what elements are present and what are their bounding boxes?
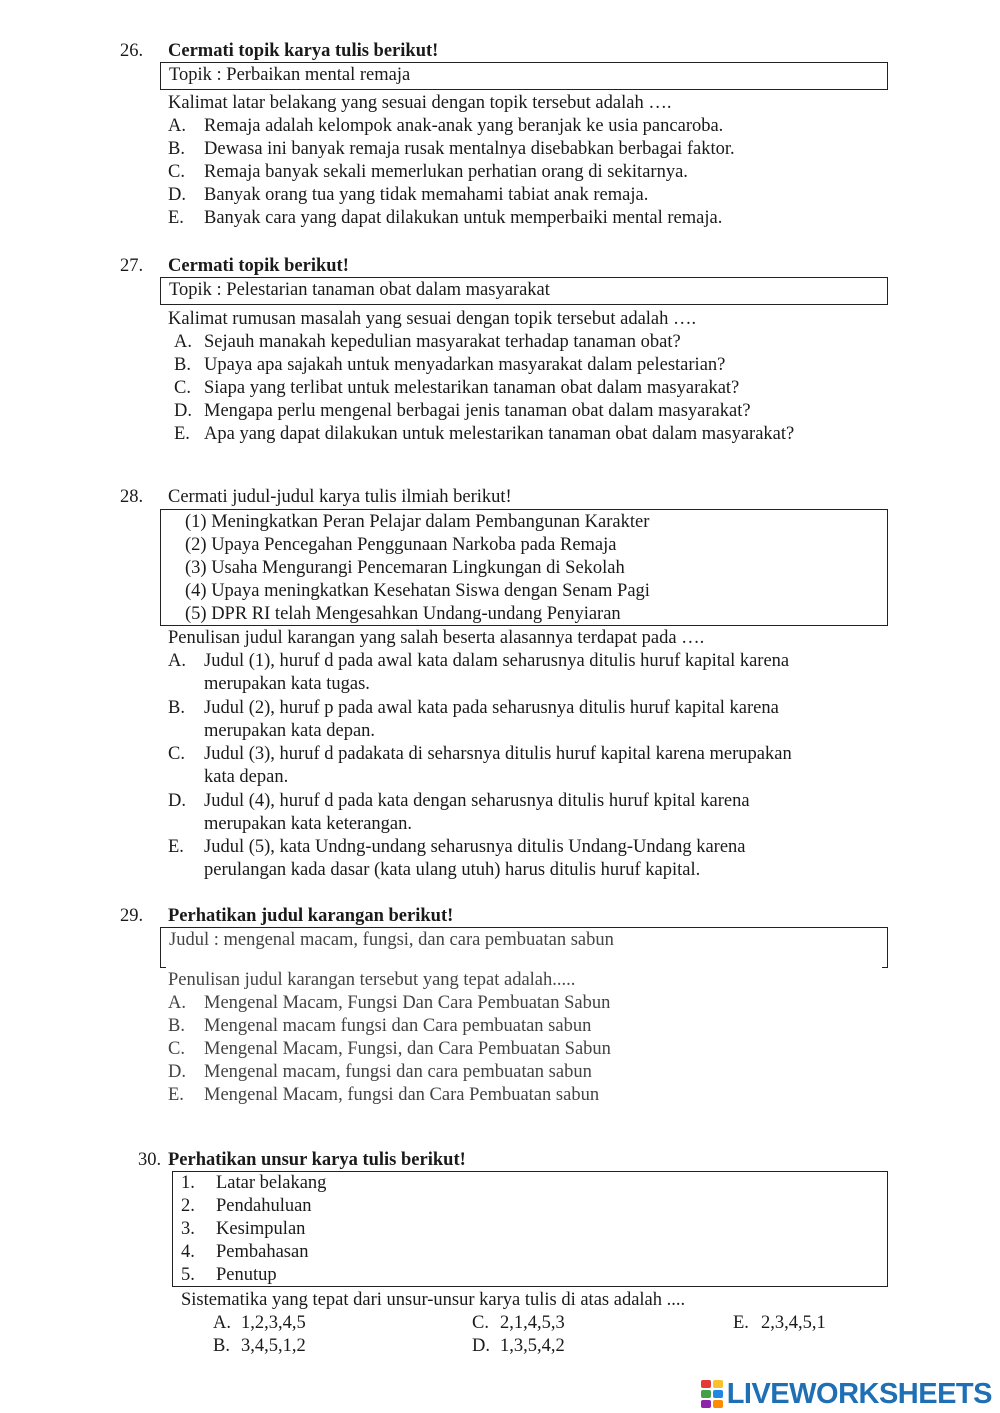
question-number: 30. bbox=[138, 1150, 162, 1170]
question-number: 29. bbox=[120, 906, 144, 926]
logo-text: LIVEWORKSHEETS bbox=[726, 1377, 992, 1410]
question-prompt: Penulisan judul karangan tersebut yang tepat adalah..... bbox=[168, 970, 576, 990]
title-text: Judul : mengenal macam, fungsi, dan cara pembuatan sabun bbox=[169, 930, 614, 950]
logo-square bbox=[701, 1380, 711, 1388]
logo-grid-icon bbox=[701, 1380, 723, 1408]
element-text: Kesimpulan bbox=[216, 1219, 306, 1239]
logo-square bbox=[713, 1400, 723, 1408]
question-prompt: Kalimat latar belakang yang sesuai dengan topik tersebut adalah …. bbox=[168, 93, 672, 113]
title-item: (4) Upaya meningkatkan Kesehatan Siswa dengan Senam Pagi bbox=[185, 581, 650, 601]
element-number: 3. bbox=[181, 1219, 195, 1239]
element-text: Latar belakang bbox=[216, 1173, 327, 1193]
question-number: 27. bbox=[120, 256, 144, 276]
title-item: (5) DPR RI telah Mengesahkan Undang-undang Penyiaran bbox=[185, 604, 621, 624]
title-item: (1) Meningkatkan Peran Pelajar dalam Pembangunan Karakter bbox=[185, 512, 650, 532]
question-number: 28. bbox=[120, 487, 144, 507]
title-item: (2) Upaya Pencegahan Penggunaan Narkoba pada Remaja bbox=[185, 535, 617, 555]
topic-text: Topik : Pelestarian tanaman obat dalam masyarakat bbox=[169, 280, 550, 300]
title-box bbox=[160, 927, 888, 967]
box-corner-right bbox=[882, 967, 888, 968]
elements-box bbox=[172, 1171, 888, 1287]
logo-square bbox=[701, 1390, 711, 1398]
question-prompt: Sistematika yang tepat dari unsur-unsur karya tulis di atas adalah .... bbox=[181, 1290, 686, 1310]
question-number: 26. bbox=[120, 41, 144, 61]
element-text: Pendahuluan bbox=[216, 1196, 312, 1216]
question-instruction: Cermati judul-judul karya tulis ilmiah berikut! bbox=[168, 487, 512, 507]
logo-square bbox=[713, 1380, 723, 1388]
question-prompt: Kalimat rumusan masalah yang sesuai dengan topik tersebut adalah …. bbox=[168, 309, 697, 329]
box-corner-left bbox=[160, 967, 166, 968]
topic-box bbox=[160, 62, 888, 90]
element-text: Penutup bbox=[216, 1265, 277, 1285]
liveworksheets-logo bbox=[701, 1378, 992, 1410]
element-number: 4. bbox=[181, 1242, 195, 1262]
question-instruction: Cermati topik berikut! bbox=[168, 256, 349, 276]
topic-text: Topik : Perbaikan mental remaja bbox=[169, 65, 411, 85]
element-number: 1. bbox=[181, 1173, 195, 1193]
question-prompt: Penulisan judul karangan yang salah beserta alasannya terdapat pada …. bbox=[168, 628, 705, 648]
topic-box bbox=[160, 277, 888, 305]
element-number: 2. bbox=[181, 1196, 195, 1216]
titles-box bbox=[160, 509, 888, 626]
question-instruction: Cermati topik karya tulis berikut! bbox=[168, 41, 439, 61]
question-instruction: Perhatikan judul karangan berikut! bbox=[168, 906, 454, 926]
element-text: Pembahasan bbox=[216, 1242, 309, 1262]
logo-square bbox=[713, 1390, 723, 1398]
element-number: 5. bbox=[181, 1265, 195, 1285]
title-item: (3) Usaha Mengurangi Pencemaran Lingkungan di Sekolah bbox=[185, 558, 625, 578]
question-instruction: Perhatikan unsur karya tulis berikut! bbox=[168, 1150, 466, 1170]
logo-square bbox=[701, 1400, 711, 1408]
